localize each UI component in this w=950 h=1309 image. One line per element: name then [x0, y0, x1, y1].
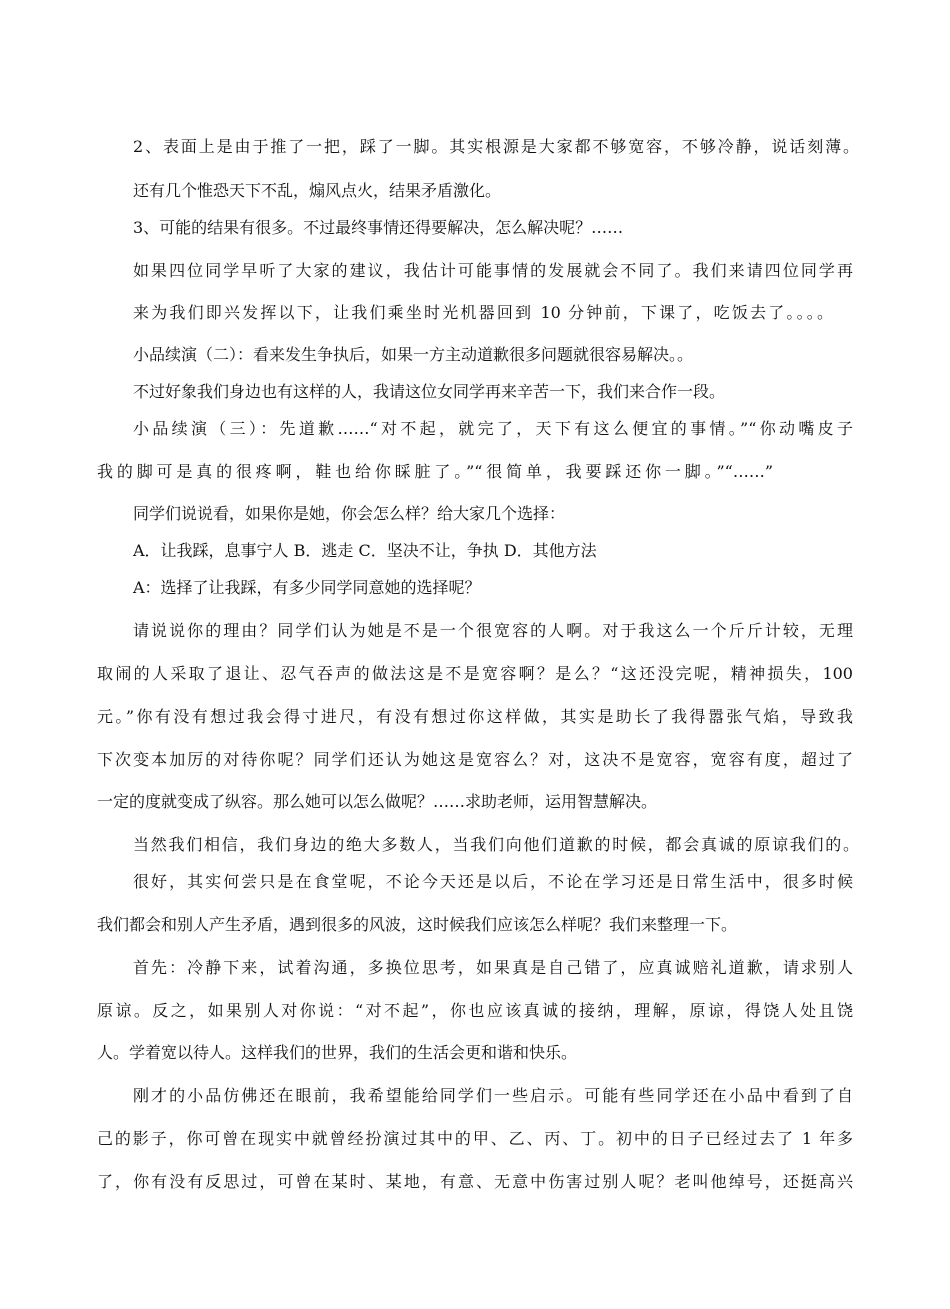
text-line: 小品续演（二）：看来发生争执后，如果一方主动道歉很多问题就很容易解决。。	[133, 345, 694, 364]
text-line: 下次变本加厉的对待你呢？同学们还认为她这是宽容么？对，这决不是宽容，宽容有度，超过了	[97, 750, 853, 769]
text-line: 首先：冷静下来，试着沟通，多换位思考，如果真是自己错了，应真诚赔礼道歉，请求别人	[133, 958, 853, 977]
text-line: A．让我踩，息事宁人 B．逃走 C．坚决不让，争执 D．其他方法	[133, 541, 597, 560]
text-line: 刚才的小品仿佛还在眼前，我希望能给同学们一些启示。可能有些同学还在小品中看到了自	[133, 1086, 853, 1105]
text-line: 原谅。反之，如果别人对你说：“对不起”，你也应该真诚的接纳，理解，原谅，得饶人处且饶	[97, 1001, 853, 1020]
text-line: 取闹的人采取了退让、忍气吞声的做法这是不是宽容啊？是么？“这还没完呢，精神损失，100	[97, 664, 853, 683]
text-line: 如果四位同学早听了大家的建议，我估计可能事情的发展就会不同了。我们来请四位同学再	[133, 261, 853, 280]
text-line: 我的脚可是真的很疼啊，鞋也给你睬脏了。”“很简单，我要踩还你一脚。”“……”	[97, 462, 773, 481]
text-line: 3、可能的结果有很多。不过最终事情还得要解决，怎么解决呢？……	[133, 218, 624, 237]
text-line: 己的影子，你可曾在现实中就曾经扮演过其中的甲、乙、丙、丁。初中的日子已经过去了 1 年多	[97, 1129, 853, 1148]
text-line: 当然我们相信，我们身边的绝大多数人，当我们向他们道歉的时候，都会真诚的原谅我们的。	[133, 835, 859, 854]
text-line: 还有几个惟恐天下不乱，煽风点火，结果矛盾激化。	[133, 181, 502, 200]
text-line: 不过好象我们身边也有这样的人，我请这位女同学再来辛苦一下，我们来合作一段。	[133, 382, 726, 401]
text-line: 来为我们即兴发挥以下，让我们乘坐时光机器回到 10 分钟前，下课了，吃饭去了。。。。	[133, 303, 833, 322]
text-line: 2、表面上是由于推了一把，踩了一脚。其实根源是大家都不够宽容，不够冷静，说话刻薄。	[133, 137, 859, 156]
text-line: 我们都会和别人产生矛盾，遇到很多的风波，这时候我们应该怎么样呢？我们来整理一下。	[97, 915, 738, 934]
text-line: 了，你有没有反思过，可曾在某时、某地，有意、无意中伤害过别人呢？老叫他绰号，还挺高兴	[97, 1172, 853, 1191]
text-line: 一定的度就变成了纵容。那么她可以怎么做呢？……求助老师，运用智慧解决。	[97, 792, 658, 811]
text-line: 同学们说说看，如果你是她，你会怎么样？给大家几个选择：	[133, 504, 566, 523]
text-line: 请说说你的理由？同学们认为她是不是一个很宽容的人啊。对于我这么一个斤斤计较，无理	[133, 621, 853, 640]
text-line: 人。学着宽以待人。这样我们的世界，我们的生活会更和谐和快乐。	[97, 1043, 578, 1062]
text-line: 小品续演（三）：先道歉……“对不起，就完了，天下有这么便宜的事情。”“你动嘴皮子	[133, 419, 853, 438]
text-line: A：选择了让我踩，有多少同学同意她的选择呢？	[133, 578, 481, 597]
text-line: 元。”你有没有想过我会得寸进尺，有没有想过你这样做，其实是助长了我得嚣张气焰，导致我	[97, 707, 853, 726]
text-line: 很好，其实何尝只是在食堂呢，不论今天还是以后，不论在学习还是日常生活中，很多时候	[133, 872, 853, 891]
